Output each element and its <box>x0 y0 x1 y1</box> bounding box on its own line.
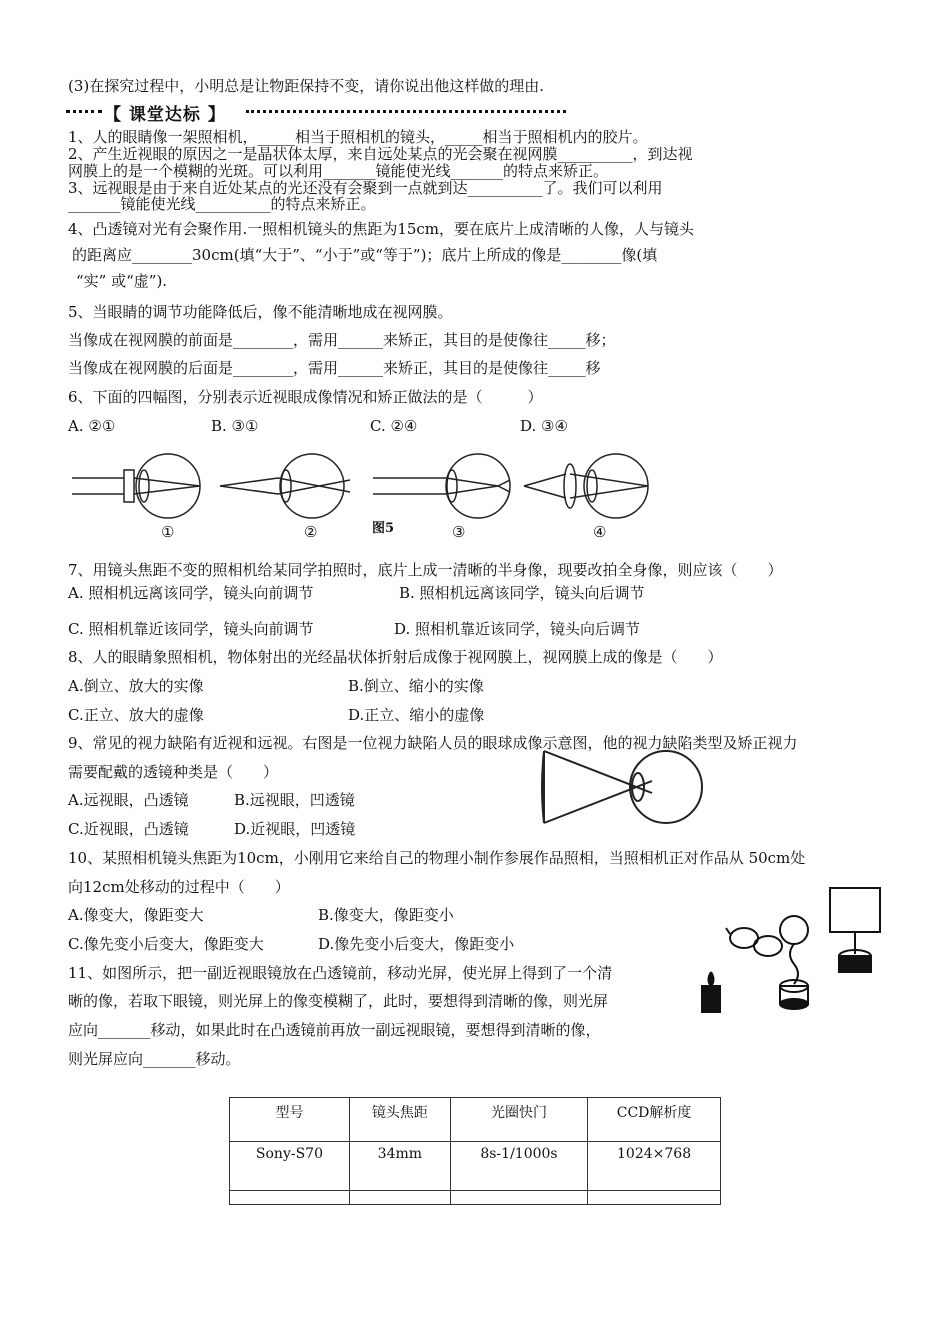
figure-label-3: ③ <box>452 523 466 541</box>
question-11-line1: 11、如图所示，把一副近视眼镜放在凸透镜前，移动光屏，使光屏上得到了一个清 <box>68 964 613 982</box>
dotted-divider-right <box>246 110 566 113</box>
question-10-line2: 向12cm处移动的过程中（ ） <box>68 878 290 896</box>
table-cell: 8s-1/1000s <box>450 1142 587 1191</box>
table-cell <box>588 1191 721 1205</box>
lens-experiment-icon <box>696 882 886 1018</box>
question-7: 7、用镜头焦距不变的照相机给某同学拍照时，底片上成一清晰的半身像，现要改拍全身像，则应该（ ） <box>68 561 783 579</box>
question-11-line2: 晰的像，若取下眼镜，则光屏上的像变模糊了，此时，要想得到清晰的像，则光屏 <box>68 992 609 1010</box>
table-header-cell: CCD解析度 <box>588 1098 721 1142</box>
q9-option-d: D.近视眼，凹透镜 <box>234 820 356 838</box>
table-cell: 1024×768 <box>588 1142 721 1191</box>
question-4-line2: 的距离应________30cm(填“大于”、“小于”或“等于”)；底片上所成的像是________像(填 <box>72 246 658 264</box>
question-5-line1: 5、当眼睛的调节功能降低后，像不能清晰地成在视网膜。 <box>68 303 453 321</box>
camera-spec-table <box>229 1097 721 1205</box>
q6-option-d: D. ③④ <box>520 417 568 435</box>
question-4-line3: “实” 或“虚”). <box>76 272 168 290</box>
question-3-line2: _______镜能使光线__________的特点来矫正。 <box>68 195 376 213</box>
question-10-line1: 10、某照相机镜头焦距为10cm，小刚用它来给自己的物理小制作参展作品照相，当照相机正对作品从 50cm处 <box>68 849 806 867</box>
question-2-line2: 网膜上的是一个模糊的光斑。可以利用_______镜能使光线_______的特点来矫正。 <box>68 162 609 180</box>
q10-option-c: C.像先变小后变大，像距变大 <box>68 935 264 953</box>
q10-option-a: A.像变大，像距变大 <box>68 906 204 924</box>
q8-option-b: B.倒立、缩小的实像 <box>348 677 484 695</box>
q10-option-d: D.像先变小后变大，像距变小 <box>318 935 515 953</box>
table-cell <box>349 1191 450 1205</box>
figure-label-1: ① <box>161 523 175 541</box>
table-cell: 34mm <box>349 1142 450 1191</box>
section-header <box>66 100 506 125</box>
question-11-line3: 应向_______移动，如果此时在凸透镜前再放一副远视眼镜，要想得到清晰的像， <box>68 1021 601 1039</box>
q7-option-c: C. 照相机靠近该同学，镜头向前调节 <box>68 620 314 638</box>
q9-option-b: B.远视眼，凹透镜 <box>234 791 355 809</box>
question-3-line1: 3、远视眼是由于来自近处某点的光还没有会聚到一点就到达__________了。我们可以利用 <box>68 179 663 197</box>
table-header-cell: 光圈快门 <box>450 1098 587 1142</box>
question-8: 8、人的眼睛象照相机，物体射出的光经晶状体折射后成像于视网膜上，视网膜上成的像是（ ） <box>68 648 723 666</box>
q6-option-c: C. ②④ <box>370 417 418 435</box>
question-6: 6、下面的四幅图，分别表示近视眼成像情况和矫正做法的是（ ） <box>68 388 543 406</box>
question-9-line1: 9、常见的视力缺陷有近视和远视。右图是一位视力缺陷人员的眼球成像示意图，他的视力缺陷类型及矫正视力 <box>68 734 798 752</box>
question-4-line1: 4、凸透镜对光有会聚作用.一照相机镜头的焦距为15cm，要在底片上成清晰的人像，人与镜头 <box>68 220 695 238</box>
q7-option-d: D. 照相机靠近该同学，镜头向后调节 <box>394 620 641 638</box>
q8-option-c: C.正立、放大的虚像 <box>68 706 204 724</box>
question-2-line1: 2、产生近视眼的原因之一是晶状体太厚，来自远处某点的光会聚在视网膜__________，到达视 <box>68 145 693 163</box>
figure-label-4: ④ <box>593 523 607 541</box>
section-title: 【 课堂达标 】 <box>104 105 226 125</box>
table-row <box>230 1191 721 1205</box>
question-1: 1、人的眼睛像一架照相机，_____相当于照相机的镜头，_____相当于照相机内的胶片。 <box>68 128 648 146</box>
table-header-cell: 型号 <box>230 1098 350 1142</box>
intro-line: (3)在探究过程中，小明总是让物距保持不变，请你说出他这样做的理由. <box>68 77 545 95</box>
q8-option-d: D.正立、缩小的虚像 <box>348 706 485 724</box>
dotted-divider-left <box>66 110 102 113</box>
table-cell <box>450 1191 587 1205</box>
question-11-line4: 则光屏应向_______移动。 <box>68 1050 241 1068</box>
figure-label-2: ② <box>304 523 318 541</box>
q8-option-a: A.倒立、放大的实像 <box>68 677 204 695</box>
eye-diagram-icon <box>68 444 668 550</box>
table-row <box>230 1142 721 1191</box>
table-cell: Sony-S70 <box>230 1142 350 1191</box>
question-5-line2: 当像成在视网膜的前面是________，需用______来矫正，其目的是使像往_____移； <box>68 331 616 349</box>
q10-option-b: B.像变大，像距变小 <box>318 906 454 924</box>
table-cell <box>230 1191 350 1205</box>
figure-caption: 图5 <box>372 521 395 536</box>
q6-option-b: B. ③① <box>211 417 259 435</box>
table-header-row <box>230 1098 721 1142</box>
q9-option-c: C.近视眼，凸透镜 <box>68 820 189 838</box>
eye-defect-icon <box>540 745 710 833</box>
question-5-line3: 当像成在视网膜的后面是________，需用______来矫正，其目的是使像往_____移 <box>68 359 601 377</box>
q6-option-a: A. ②① <box>68 417 116 435</box>
question-9-line2: 需要配戴的透镜种类是（ ） <box>68 763 279 781</box>
q9-option-a: A.远视眼，凸透镜 <box>68 791 189 809</box>
q7-option-b: B. 照相机远离该同学，镜头向后调节 <box>399 584 645 602</box>
table-header-cell: 镜头焦距 <box>349 1098 450 1142</box>
q7-option-a: A. 照相机远离该同学，镜头向前调节 <box>68 584 314 602</box>
